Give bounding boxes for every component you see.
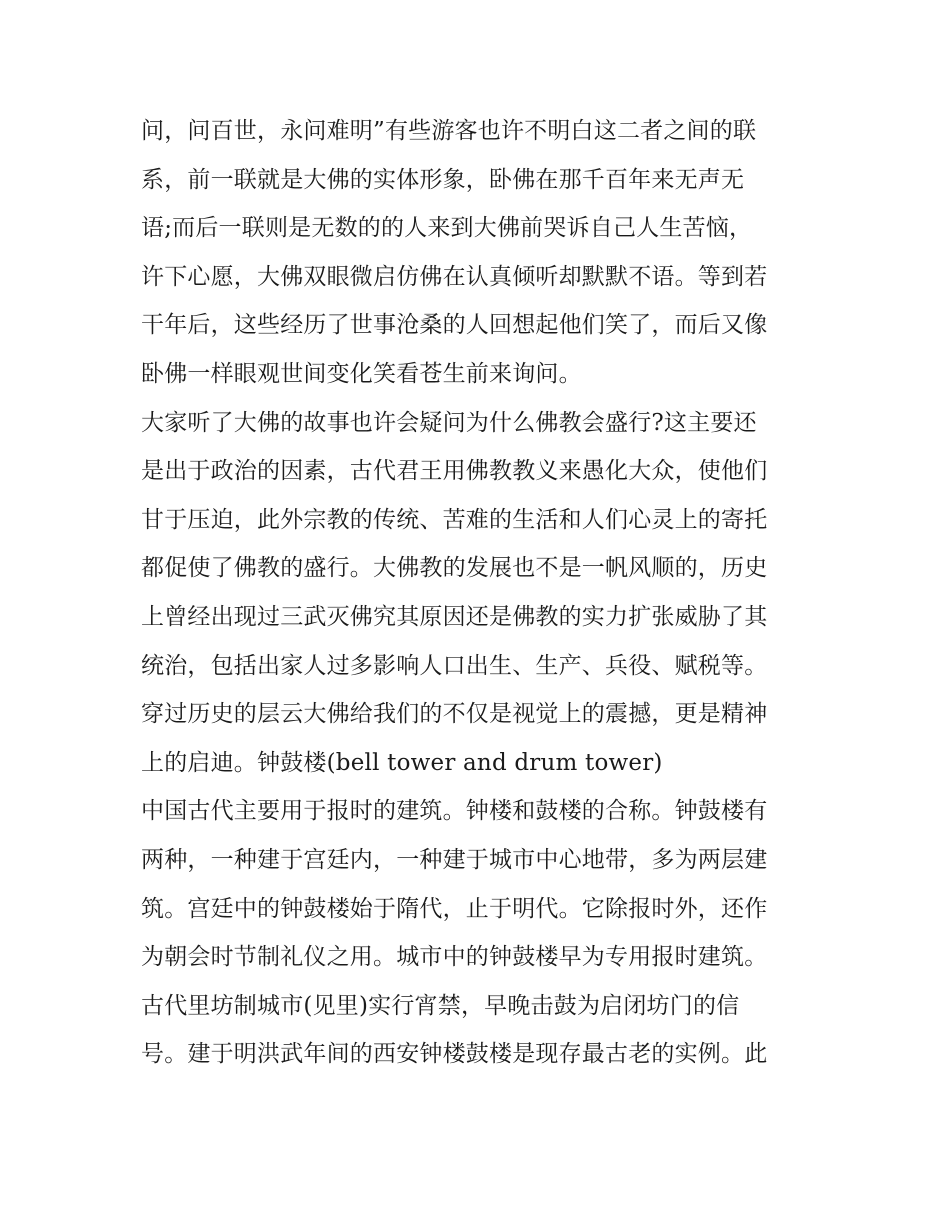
text-line: 两种，一种建于宫廷内，一种建于城市中心地带，多为两层建 [141,846,768,873]
text-line: 中国古代主要用于报时的建筑。钟楼和鼓楼的合称。钟鼓楼有 [141,798,768,825]
text-line: 甘于压迫，此外宗教的传统、苦难的生活和人们心灵上的寄托 [141,506,768,533]
text-line: 许下心愿，大佛双眼微启仿佛在认真倾听却默默不语。等到若 [141,263,768,290]
text-line: 号。建于明洪武年间的西安钟楼鼓楼是现存最古老的实例。此 [141,1041,768,1068]
text-line: 古代里坊制城市(见里)实行宵禁，早晚击鼓为启闭坊门的信 [141,992,740,1019]
text-line: 上的启迪。钟鼓楼(bell tower and drum tower) [141,749,663,776]
text-line: 穿过历史的层云大佛给我们的不仅是视觉上的震撼，更是精神 [141,701,768,728]
text-line: 为朝会时节制礼仪之用。城市中的钟鼓楼早为专用报时建筑。 [141,944,768,971]
text-line: 统治，包括出家人过多影响人口出生、生产、兵役、赋税等。 [141,652,768,679]
text-line: 筑。宫廷中的钟鼓楼始于隋代，止于明代。它除报时外，还作 [141,895,768,922]
text-line: 是出于政治的因素，古代君王用佛教教义来愚化大众，使他们 [141,458,768,485]
text-line: 语;而后一联则是无数的的人来到大佛前哭诉自己人生苦恼， [141,215,753,242]
body-text [141,107,821,1079]
text-line: 干年后，这些经历了世事沧桑的人回想起他们笑了，而后又像 [141,312,768,339]
text-line: 都促使了佛教的盛行。大佛教的发展也不是一帆风顺的，历史 [141,555,768,582]
text-line: 大家听了大佛的故事也许会疑问为什么佛教会盛行?这主要还 [141,409,757,436]
text-line: 卧佛一样眼观世间变化笑看苍生前来询问。 [141,360,582,387]
text-line: 上曾经出现过三武灭佛究其原因还是佛教的实力扩张威胁了其 [141,603,768,630]
text-line: 系，前一联就是大佛的实体形象，卧佛在那千百年来无声无 [141,166,745,193]
text-line: 问，问百世，永问难明”有些游客也许不明白这二者之间的联 [141,118,757,144]
